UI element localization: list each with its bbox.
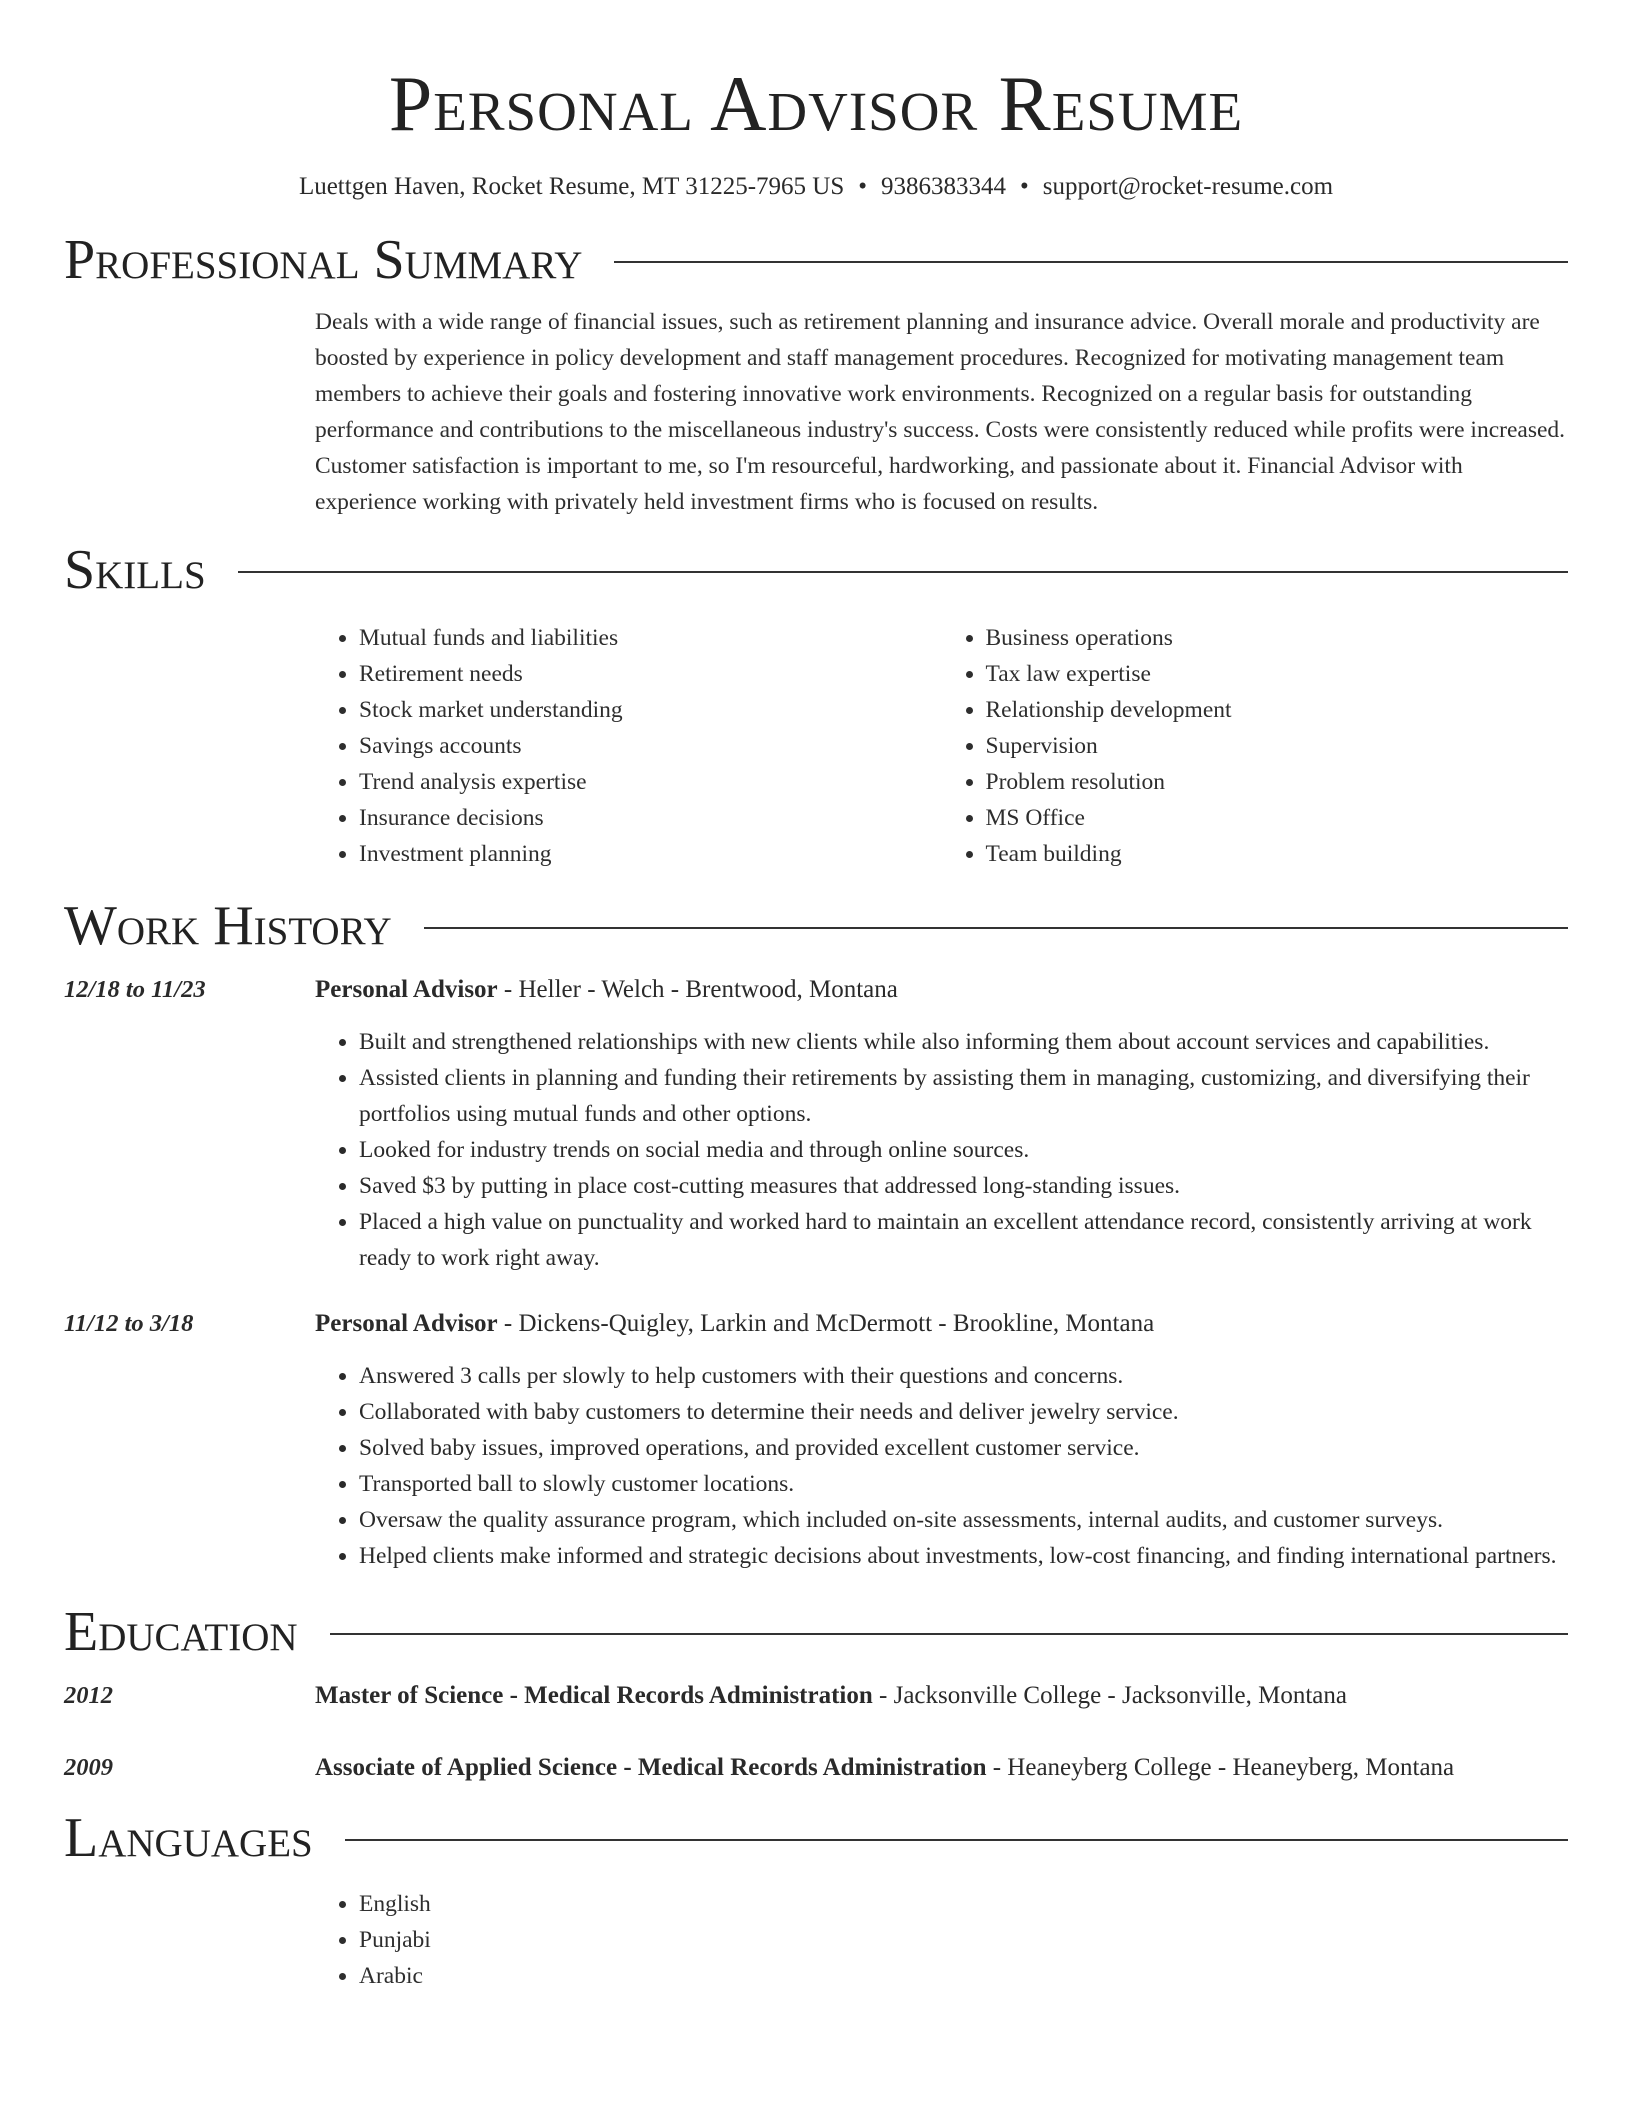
job-bullets (315, 1358, 1568, 1574)
skills-list-left (315, 620, 942, 872)
job-bullet: • Assisted clients in planning and funding their retirements by assisting them in managing, customizing, and diversifying their portfolios using mutual funds and other options. (359, 1060, 1568, 1132)
job-header (315, 1306, 1568, 1342)
skills-section (64, 538, 1568, 872)
job-bullet: • Collaborated with baby customers to determine their needs and deliver jewelry service. (359, 1394, 1568, 1430)
work-heading-row (64, 894, 1568, 958)
education-heading-row (64, 1600, 1568, 1664)
job-title: Personal Advisor (315, 976, 498, 1003)
education-entry (64, 1750, 1568, 1786)
job-entry (64, 972, 1568, 1276)
job-bullet: • Looked for industry trends on social media and through online sources. (359, 1132, 1568, 1168)
skills-grid (315, 620, 1568, 872)
job-bullet: • Saved $3 by putting in place cost-cutting measures that addressed long-standing issues. (359, 1168, 1568, 1204)
languages-section (64, 1806, 1568, 1994)
degree: Master of Science - Medical Records Administration (315, 1682, 873, 1709)
education-year: 2012 (64, 1682, 113, 1709)
work-section (64, 894, 1568, 1574)
education-entry (64, 1678, 1568, 1714)
job-company: - Heller - Welch - Brentwood, Montana (497, 976, 898, 1003)
language-item: • Punjabi (359, 1922, 1568, 1958)
job-bullets (315, 1024, 1568, 1276)
languages-list (315, 1886, 1568, 1994)
skill-item: • Trend analysis expertise (359, 764, 942, 800)
school: - Jacksonville College - Jacksonville, Montana (872, 1682, 1347, 1709)
education-section (64, 1600, 1568, 1786)
language-item: • Arabic (359, 1958, 1568, 1994)
education-year: 2009 (64, 1754, 113, 1781)
job-dates: 12/18 to 11/23 (64, 976, 206, 1003)
skill-item: • Insurance decisions (359, 800, 942, 836)
skill-item: • Relationship development (986, 692, 1569, 728)
section-divider (424, 927, 1568, 929)
skill-item: • Stock market understanding (359, 692, 942, 728)
job-company: - Dickens-Quigley, Larkin and McDermott - Brookline, Montana (497, 1310, 1155, 1337)
summary-text: Deals with a wide range of financial issues, such as retirement planning and insurance advice. Overall morale and productivity are boosted by experience in policy development and staff management procedures. Recognized for motivating management team members to achieve their goals and fostering innovative work environments. Recognized on a regular basis for outstanding performance and contributions to the miscellaneous industry's success. Costs were consistently reduced while profits were increased. Customer satisfaction is important to me, so I'm resourceful, hardworking, and passionate about it. Financial Advisor with experience working with privately held investment firms who is focused on results. (315, 309, 1566, 515)
language-item: • English (359, 1886, 1568, 1922)
skills-heading-row (64, 538, 1568, 602)
job-bullet: • Transported ball to slowly customer locations. (359, 1466, 1568, 1502)
school: - Heaneyberg College - Heaneyberg, Montana (986, 1754, 1455, 1781)
job-title: Personal Advisor (315, 1310, 498, 1337)
skill-item: • Problem resolution (986, 764, 1569, 800)
job-bullet: • Oversaw the quality assurance program, which included on-site assessments, internal audits, and customer surveys. (359, 1502, 1568, 1538)
separator-dot: • (858, 173, 867, 200)
skill-item: • Tax law expertise (986, 656, 1569, 692)
skills-heading: Skills (64, 539, 206, 601)
languages-body (315, 1886, 1568, 1994)
email: support@rocket-resume.com (1042, 173, 1334, 200)
address: Luettgen Haven, Rocket Resume, MT 31225-7965 US (298, 173, 845, 200)
skill-item: • Investment planning (359, 836, 942, 872)
skill-item: • Savings accounts (359, 728, 942, 764)
skill-item: • Business operations (986, 620, 1569, 656)
job-header (315, 972, 1568, 1008)
job-dates: 11/12 to 3/18 (64, 1310, 194, 1337)
job-bullet: • Solved baby issues, improved operations, and provided excellent customer service. (359, 1430, 1568, 1466)
job-bullet: • Answered 3 calls per slowly to help customers with their questions and concerns. (359, 1358, 1568, 1394)
section-divider (614, 261, 1568, 263)
section-divider (330, 1633, 1568, 1635)
languages-heading-row (64, 1806, 1568, 1870)
job-bullet: • Helped clients make informed and strategic decisions about investments, low-cost financing, and finding international partners. (359, 1538, 1568, 1574)
section-divider (345, 1839, 1568, 1841)
education-details (315, 1750, 1568, 1786)
skill-item: • Mutual funds and liabilities (359, 620, 942, 656)
skill-item: • MS Office (986, 800, 1569, 836)
job-bullet: • Placed a high value on punctuality and worked hard to maintain an excellent attendance record, consistently arriving at work ready to work right away. (359, 1204, 1568, 1276)
skill-item: • Supervision (986, 728, 1569, 764)
phone: 9386383344 (881, 173, 1006, 200)
job-details (315, 972, 1568, 1276)
separator-dot: • (1020, 173, 1029, 200)
work-heading: Work History (64, 895, 392, 957)
job-bullet: • Built and strengthened relationships with new clients while also informing them about account services and capabilities. (359, 1024, 1568, 1060)
skill-item: • Retirement needs (359, 656, 942, 692)
skills-list-right (942, 620, 1569, 872)
skill-item: • Team building (986, 836, 1569, 872)
education-heading: Education (64, 1601, 298, 1663)
resume-title: Personal Advisor Resume (388, 60, 1244, 147)
summary-section (64, 228, 1568, 520)
education-details (315, 1678, 1568, 1714)
resume-page (64, 0, 1568, 1994)
job-entry (64, 1306, 1568, 1574)
job-details (315, 1306, 1568, 1574)
languages-heading: Languages (64, 1807, 313, 1869)
summary-heading: Professional Summary (64, 229, 583, 291)
contact-line (64, 172, 1568, 202)
section-divider (238, 571, 1568, 573)
degree: Associate of Applied Science - Medical Records Administration (315, 1754, 987, 1781)
summary-heading-row (64, 228, 1568, 292)
